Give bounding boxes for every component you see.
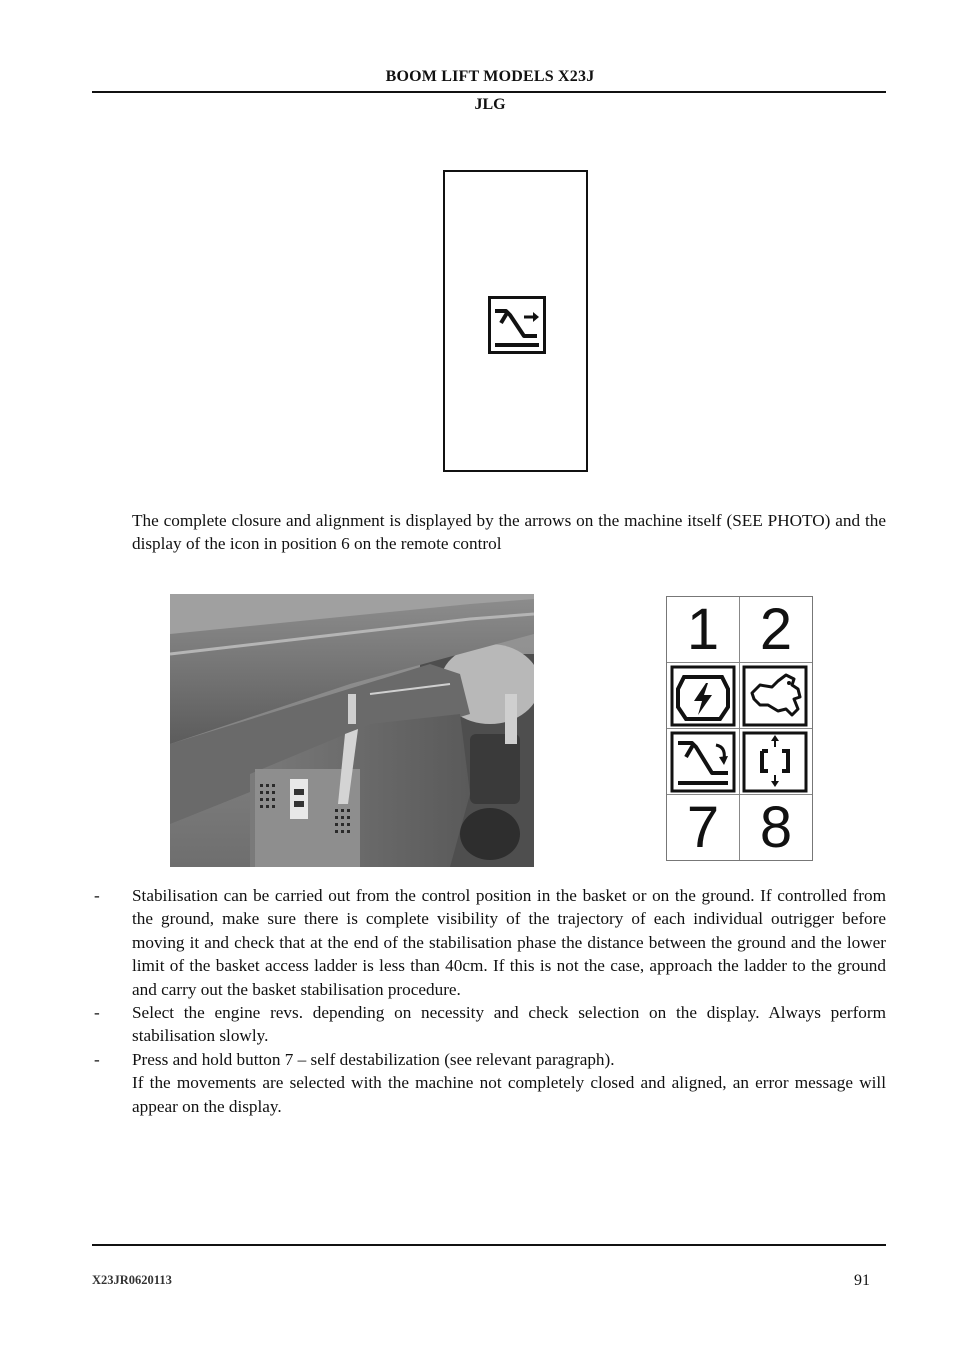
- instruction-list: [92, 884, 886, 1118]
- list-item-text: Stabilisation can be carried out from the control position in the basket or on the ground. If controlled from the ground, make sure there is complete visibility of the trajectory of each individual outrigger before moving it and check that at the end of the stabilisation phase the distance between the ground and the lower limit of the basket access ladder is less than 40cm. If this is not the case, approach the ladder to the ground and carry out the basket stabilisation procedure.: [132, 886, 886, 999]
- button-7-number: 7: [686, 795, 720, 860]
- engine-power-icon: [670, 665, 736, 727]
- list-dash: -: [94, 1003, 100, 1023]
- hare-speed-icon: [742, 665, 808, 727]
- list-item-text: Press and hold button 7 – self destabilization (see relevant paragraph).: [132, 1049, 615, 1069]
- list-dash: -: [94, 886, 100, 905]
- remote-display-panel: [443, 170, 588, 472]
- intro-paragraph: The complete closure and alignment is displayed by the arrows on the machine itself (SEE PHOTO) and the display of the icon in position 6 on the remote control: [132, 511, 886, 554]
- list-item: [92, 1048, 886, 1071]
- vertical-extend-icon: [742, 731, 808, 793]
- document-code: X23JR0620113: [92, 1273, 172, 1287]
- machine-outrigger-photo: [170, 594, 534, 867]
- stabilisation-icon: [488, 296, 546, 354]
- footer-rule: [92, 1244, 886, 1246]
- list-continuation-text: If the movements are selected with the machine not completely closed and aligned, an error message will appear on the display.: [132, 1073, 886, 1116]
- button-3: [667, 663, 740, 729]
- button-7: [667, 795, 740, 860]
- list-continuation: [92, 1071, 886, 1118]
- button-1: [667, 597, 740, 663]
- page-header-subtitle: JLG: [474, 96, 506, 113]
- page-number: 91: [854, 1272, 870, 1289]
- button-8-number: 8: [759, 795, 793, 860]
- button-4: [740, 663, 812, 729]
- button-2-number: 2: [759, 597, 793, 662]
- header-rule: [92, 91, 886, 93]
- button-8: [740, 795, 812, 860]
- list-item: [92, 884, 886, 1001]
- button-6: [740, 729, 812, 795]
- list-item-text: Select the engine revs. depending on necessity and check selection on the display. Always perform stabilisation slowly.: [132, 1003, 886, 1046]
- button-1-number: 1: [686, 597, 720, 662]
- button-5: [667, 729, 740, 795]
- stabilisation-icon: [670, 731, 736, 793]
- button-2: [740, 597, 812, 663]
- remote-control-button-grid: [666, 596, 813, 861]
- list-item: [92, 1001, 886, 1048]
- page-header-title: BOOM LIFT MODELS X23J: [385, 68, 595, 85]
- list-dash: -: [94, 1049, 100, 1069]
